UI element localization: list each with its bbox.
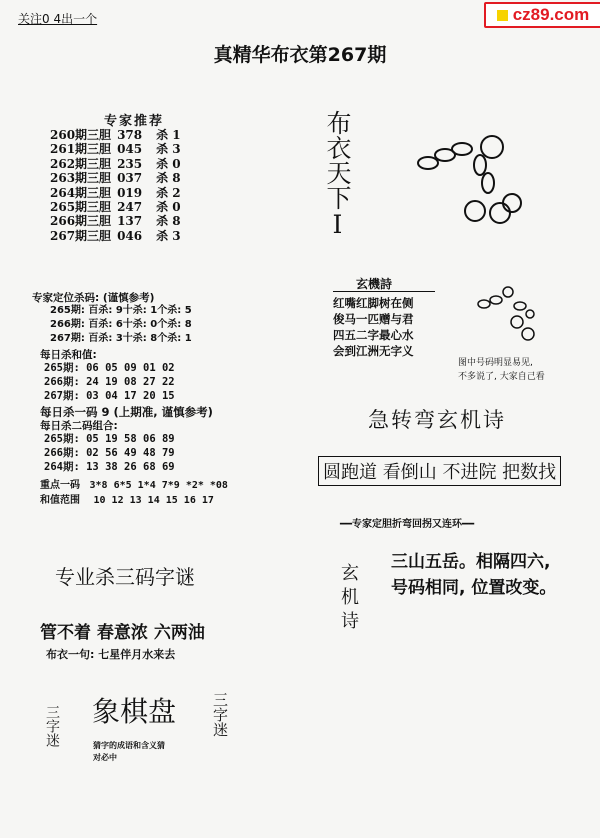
expert-issue: 263期三胆 <box>50 171 112 186</box>
riddle-center: 象棋盘 <box>92 695 177 728</box>
chain-link <box>474 155 486 175</box>
expert-row <box>50 171 181 185</box>
expert-nums: 378 <box>117 128 143 142</box>
expert-issue: 264期三胆 <box>50 185 112 200</box>
coin <box>503 194 521 212</box>
boxed-riddle: 圆跑道 看倒山 不进院 把数找 <box>318 456 561 486</box>
rule-dash-left: ━━ <box>340 519 353 530</box>
position-kill-heading: 专家定位杀码: (谨慎参考) <box>32 292 155 304</box>
daily-sum-row: 266期: 24 19 08 27 22 <box>44 376 175 388</box>
riddle-note1: 猜字的成语和含义猜 <box>93 741 165 750</box>
expert-row <box>50 200 181 214</box>
badge-text: cz89.com <box>512 5 590 24</box>
riddle-heading: 专业杀三码字谜 <box>55 565 195 589</box>
daily-sum-row: 265期: 06 05 09 01 02 <box>44 362 175 374</box>
expert-kill: 杀 0 <box>156 156 181 171</box>
expert-kill: 杀 3 <box>156 228 181 243</box>
expert-nums: 137 <box>117 214 143 229</box>
coin <box>511 316 523 328</box>
daily-one-text: 每日杀一码 9 (上期准, 谨慎参考) <box>40 405 213 419</box>
chain-link <box>418 157 438 169</box>
daily-two-heading: 每日杀二码组合: <box>40 420 118 432</box>
caption1: 图中号码明显易见, <box>458 358 533 368</box>
top-note: 关注0 4出一个 <box>18 12 98 26</box>
expert-issue: 260期三胆 <box>50 128 112 142</box>
riddle-note2: 对必中 <box>93 753 117 762</box>
coin <box>481 136 503 158</box>
expert-nums: 019 <box>117 185 143 200</box>
daily-two-row: 264期: 13 38 26 68 69 <box>44 461 175 473</box>
expert-kill: 杀 8 <box>156 214 181 229</box>
rule-text: 专家定胆折弯回拐又连环 <box>352 519 463 530</box>
expert-kill: 杀 3 <box>156 142 181 157</box>
poem-line: 红嘴红脚树在侧 <box>333 296 414 310</box>
caption2: 不多说了, 大家自己看 <box>458 372 545 382</box>
poem-line: 四五二字最心水 <box>333 328 414 342</box>
riddle-left-vertical: 三字迷 <box>44 705 60 747</box>
xuanji-line2: 号码相同, 位置改变。 <box>391 578 557 598</box>
poem-divider <box>333 291 435 292</box>
coin <box>465 201 485 221</box>
chain-link <box>490 296 502 304</box>
expert-nums: 037 <box>117 171 143 186</box>
focus-value: 3*8 6*5 1*4 7*9 *2* *08 <box>89 480 228 491</box>
expert-row <box>50 157 181 171</box>
expert-list <box>50 128 181 243</box>
rule-dash-right: ━━ <box>462 519 475 530</box>
expert-row <box>50 229 181 243</box>
expert-row <box>50 128 181 142</box>
xuanji-line1: 三山五岳。相隔四六, <box>391 552 551 572</box>
budyi-line: 布衣一句: 七星伴月水来去 <box>46 648 176 661</box>
daily-two-list <box>44 432 175 474</box>
expert-issue: 265期三胆 <box>50 199 112 214</box>
sharp-turn-title: 急转弯玄机诗 <box>368 408 506 432</box>
sum-range-value: 10 12 13 14 15 16 17 <box>93 495 214 506</box>
expert-kill: 杀 0 <box>156 199 181 214</box>
expert-issue: 266期三胆 <box>50 214 112 229</box>
focus-label: 重点一码 <box>40 480 80 491</box>
poem-line: 会到江洲无字义 <box>333 344 414 358</box>
chain-coins-illustration <box>400 125 530 235</box>
sum-range-label: 和值范围 <box>40 495 80 506</box>
expert-nums: 046 <box>117 228 143 243</box>
small-coins-illustration <box>472 284 552 344</box>
riddle-line: 管不着 春意浓 六两油 <box>40 623 205 643</box>
site-badge[interactable] <box>484 2 600 28</box>
position-kill-row: 265期: 百杀: 9十杀: 1个杀: 5 <box>50 305 192 316</box>
expert-issue: 262期三胆 <box>50 156 112 171</box>
expert-kill: 杀 2 <box>156 185 181 200</box>
daily-two-row: 266期: 02 56 49 48 79 <box>44 447 175 459</box>
coin <box>526 310 534 318</box>
focus-row <box>40 476 228 491</box>
xuanji-vertical: 玄机诗 <box>338 563 359 635</box>
coin <box>522 328 534 340</box>
expert-row <box>50 186 181 200</box>
coin <box>490 203 510 223</box>
right-vertical-title: 布衣天下Ⅰ <box>323 110 352 239</box>
poem-title: 玄機詩 <box>356 277 393 291</box>
page-title: 真精华布衣第267期 <box>213 44 387 66</box>
daily-sum-list <box>44 361 175 403</box>
sum-range-row <box>40 491 214 506</box>
poem-line: 俊马一匹赠与君 <box>333 312 414 326</box>
position-kill-list <box>50 304 192 346</box>
daily-sum-row: 267期: 03 04 17 20 15 <box>44 390 175 402</box>
rule-line <box>340 515 474 530</box>
position-kill-row: 266期: 百杀: 6十杀: 0个杀: 8 <box>50 319 192 330</box>
expert-heading: 专家推荐 <box>104 114 165 129</box>
badge-square-icon <box>497 10 508 21</box>
chain-link <box>514 302 526 310</box>
expert-nums: 235 <box>117 156 143 171</box>
position-kill-row: 267期: 百杀: 3十杀: 8个杀: 1 <box>50 333 192 344</box>
expert-kill: 杀 1 <box>156 128 181 142</box>
daily-two-row: 265期: 05 19 58 06 89 <box>44 433 175 445</box>
chain-link <box>452 143 472 155</box>
daily-sum-heading: 每日杀和值: <box>40 349 97 361</box>
chain-link <box>482 173 494 193</box>
expert-nums: 247 <box>117 199 143 214</box>
expert-nums: 045 <box>117 142 143 157</box>
coin <box>503 287 513 297</box>
expert-issue: 267期三胆 <box>50 228 112 243</box>
expert-kill: 杀 8 <box>156 171 181 186</box>
expert-issue: 261期三胆 <box>50 142 112 157</box>
expert-row <box>50 214 181 228</box>
riddle-right-vertical: 三字迷 <box>211 692 229 737</box>
expert-row <box>50 142 181 156</box>
chain-link <box>478 300 490 308</box>
poem-lines <box>333 295 414 359</box>
